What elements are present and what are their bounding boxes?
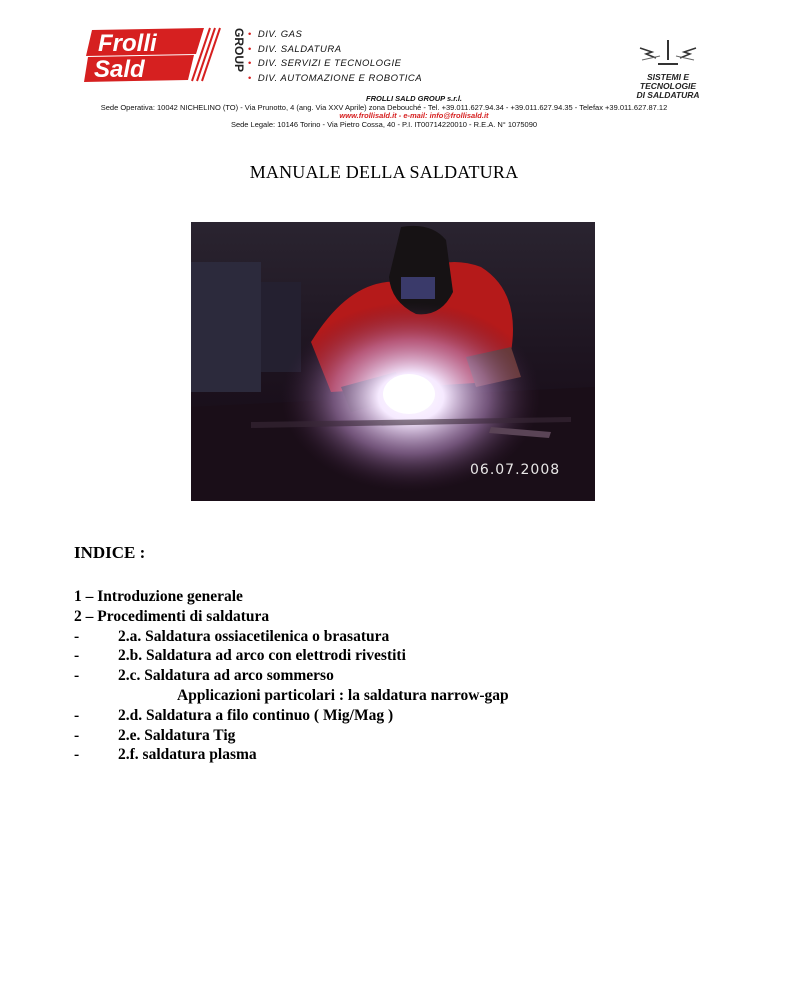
sistemi-line1: SISTEMI E TECNOLOGIE	[639, 72, 697, 91]
toc-item: 1 – Introduzione generale	[74, 588, 243, 605]
toc-item: 2 – Procedimenti di saldatura	[74, 607, 270, 625]
division-item: • DIV. AUTOMAZIONE E ROBOTICA	[248, 72, 423, 84]
toc-item: - 2.b. Saldatura ad arco con elettrodi rivestiti	[74, 647, 406, 665]
bullet-icon: •	[248, 43, 252, 55]
address-operativa: Sede Operativa: 10042 NICHELINO (TO) - Via Prunotto, 4 (ang. Via XXV Aprile) zona Debouché - Tel. +39.011.627.94.34 - +39.011.627.94.35 - Telefax +39.011.627.87.12	[100, 103, 668, 112]
address-legale: Sede Legale: 10146 Torino - Via Pietro Cossa, 40 - P.I. IT00714220010 - R.E.A. N° 1075090	[230, 120, 538, 129]
division-item: • DIV. GAS	[248, 29, 303, 40]
letterhead	[0, 0, 768, 135]
toc-item: - 2.c. Saldatura ad arco sommerso	[74, 667, 334, 685]
bullet-icon: •	[248, 58, 252, 69]
table-of-contents	[74, 587, 509, 765]
toc-item: - 2.d. Saldatura a filo continuo ( Mig/Mag )	[74, 706, 394, 724]
toc-item: Applicazioni particolari : la saldatura narrow-gap	[177, 686, 509, 704]
welding-photo	[191, 222, 595, 501]
date-stamp: 06.07.2008	[470, 462, 561, 478]
sistemi-tecnologie-logo	[620, 38, 716, 100]
frolli-sald-logo	[84, 24, 244, 84]
bullet-icon: •	[248, 72, 252, 84]
web-email: www.frollisald.it - e-mail: info@frollisald.it	[339, 111, 489, 120]
index-heading: INDICE :	[74, 543, 146, 562]
logo-text-sald: Sald	[94, 56, 145, 83]
logo-text-frolli: Frolli	[98, 30, 157, 57]
divisions-list	[248, 28, 422, 86]
welding-torch-icon	[620, 38, 716, 68]
toc-item: - 2.e. Saldatura Tig	[74, 726, 236, 744]
company-name: FROLLI SALD GROUP s.r.l.	[366, 94, 462, 103]
toc-item: - 2.f. saldatura plasma	[74, 746, 257, 764]
page-title: MANUALE DELLA SALDATURA	[249, 162, 519, 182]
logo-text-group: GROUP	[232, 28, 246, 73]
sistemi-line2: DI SALDATURA	[636, 90, 700, 100]
division-item: • DIV. SALDATURA	[248, 43, 342, 55]
bullet-icon: •	[248, 29, 252, 40]
division-item: • DIV. SERVIZI E TECNOLOGIE	[248, 58, 402, 69]
toc-item: - 2.a. Saldatura ossiacetilenica o brasatura	[74, 627, 390, 645]
